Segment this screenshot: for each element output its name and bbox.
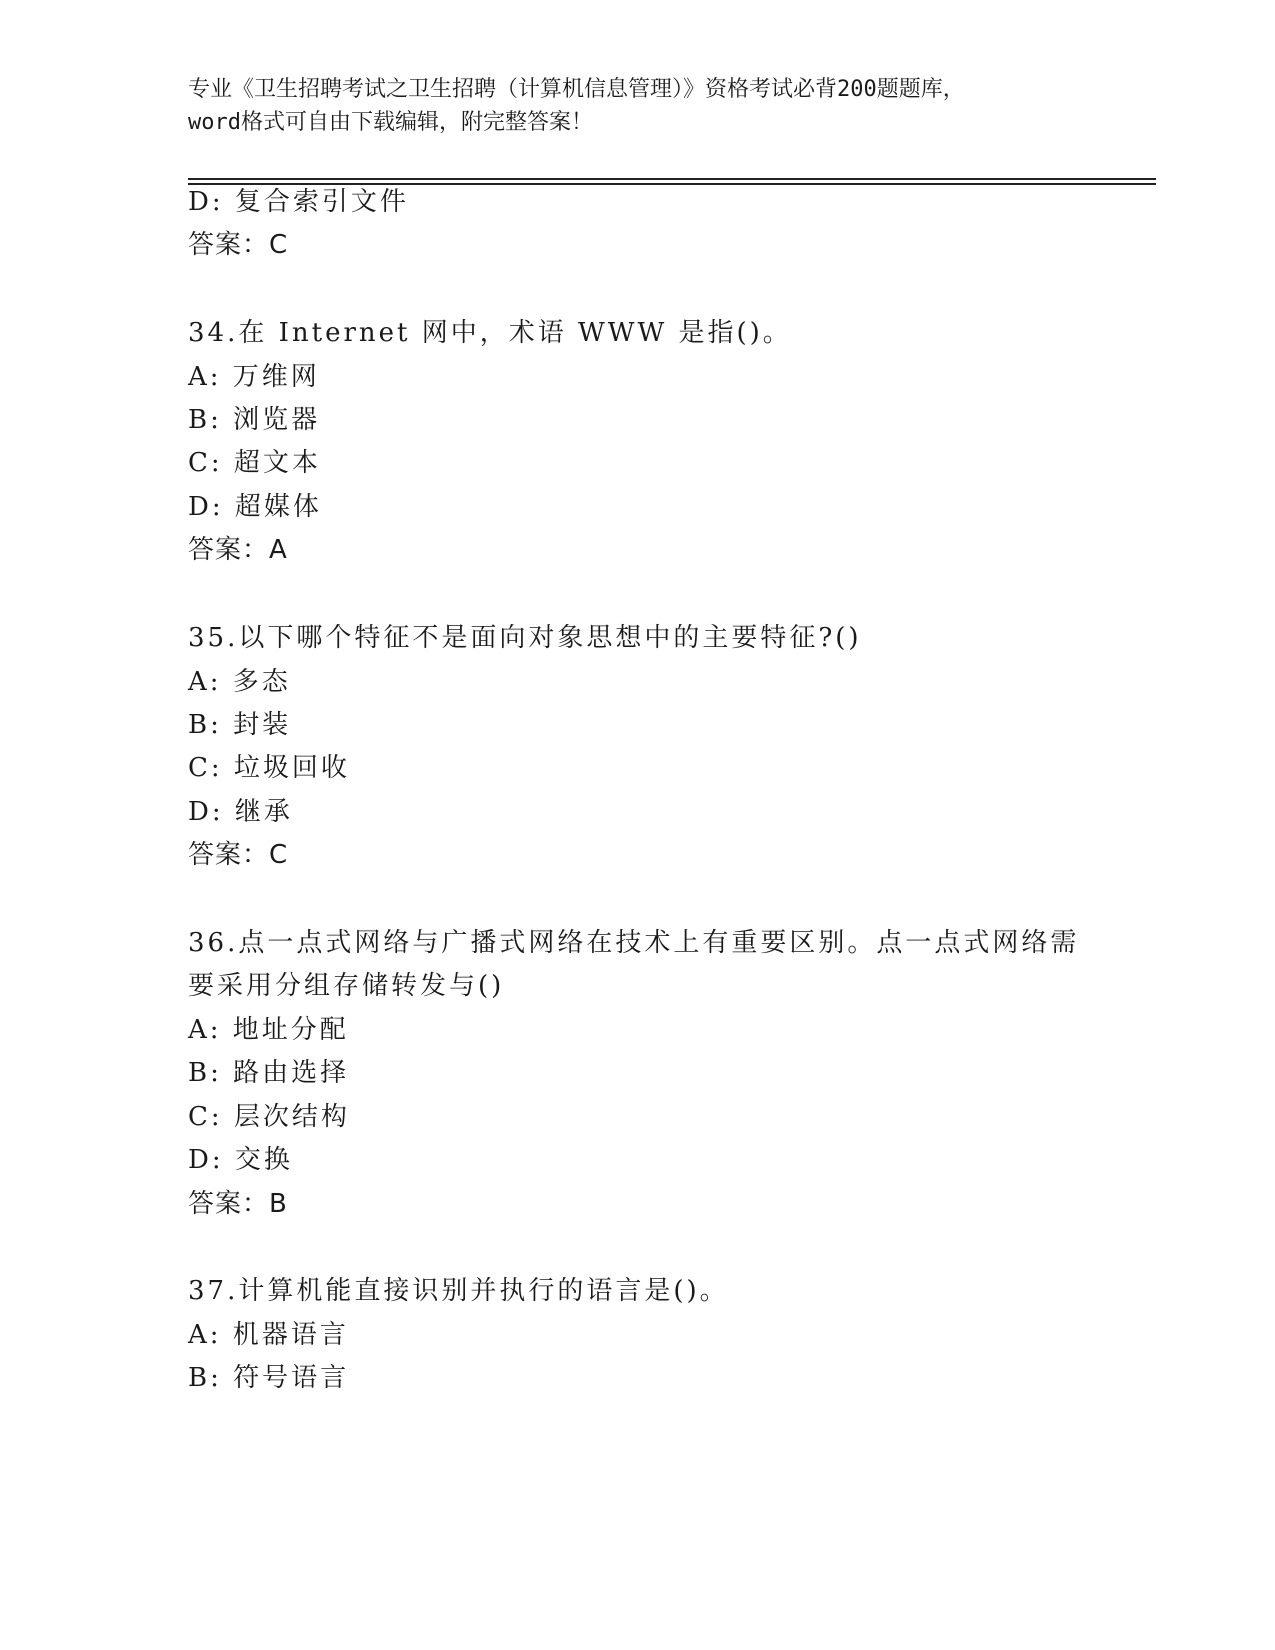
question-36-stem-line-2: 要采用分组存储转发与() [188,971,505,1001]
question-37-stem: 37.计算机能直接识别并执行的语言是()。 [188,1276,729,1306]
question-35-option-d: D: 继承 [188,797,293,827]
question-35-answer: 答案：C [188,840,289,870]
document-header [188,73,1088,139]
answer-line: 答案：C [188,230,289,260]
question-36-option-a: A: 地址分配 [188,1015,349,1045]
option-d: D: 复合索引文件 [188,187,409,217]
question-36-option-d: D: 交换 [188,1145,293,1175]
question-37-option-b: B: 符号语言 [188,1363,350,1393]
question-34-option-a: A: 万维网 [188,362,320,392]
question-35-option-c: C: 垃圾回收 [188,753,350,783]
header-line-2: word格式可自由下载编辑，附完整答案！ [188,110,593,135]
question-35-option-b: B: 封装 [188,710,292,740]
question-36-stem-line-1: 36.点一点式网络与广播式网络在技术上有重要区别。点一点式网络需 [188,928,1080,958]
question-35-option-a: A: 多态 [188,667,291,697]
header-line-1: 专业《卫生招聘考试之卫生招聘（计算机信息管理）》资格考试必背200题题库， [188,77,965,102]
header-divider-top [188,178,1156,180]
question-34-option-d: D: 超媒体 [188,492,322,522]
question-37-option-a: A: 机器语言 [188,1320,349,1350]
question-34-option-c: C: 超文本 [188,448,321,478]
question-34-stem: 34.在 Internet 网中，术语 WWW 是指()。 [188,318,792,348]
question-36-option-b: B: 路由选择 [188,1058,350,1088]
question-34-answer: 答案：A [188,535,288,565]
question-36-option-c: C: 层次结构 [188,1102,350,1132]
question-34-option-b: B: 浏览器 [188,405,321,435]
header-divider-bottom [188,183,1156,185]
question-36-answer: 答案：B [188,1189,288,1219]
question-35-stem: 35.以下哪个特征不是面向对象思想中的主要特征?() [188,623,862,653]
